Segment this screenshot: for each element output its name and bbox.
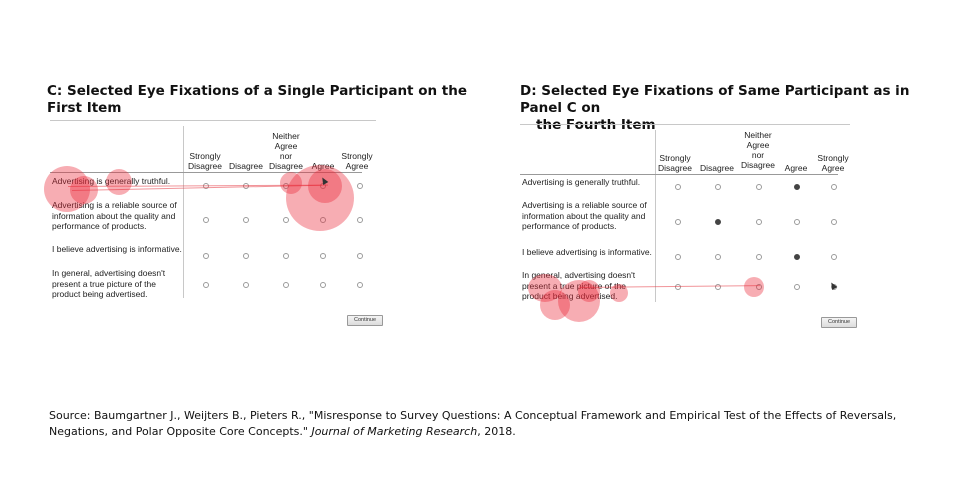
radio-2-1[interactable] xyxy=(203,217,209,223)
eye-fixation xyxy=(744,277,764,297)
radio-1-1[interactable] xyxy=(675,184,681,190)
item-2-text: Advertising is a reliable source of information about the quality and performance of products. xyxy=(522,200,647,231)
panel-d-survey xyxy=(520,124,860,334)
top-rule xyxy=(50,120,376,121)
radio-1-3[interactable] xyxy=(756,184,762,190)
eye-fixation xyxy=(610,284,628,302)
radio-3-4-selected[interactable] xyxy=(794,254,800,260)
radio-3-3[interactable] xyxy=(283,253,289,259)
source-citation xyxy=(49,408,949,440)
citation-journal: Journal of Marketing Research xyxy=(311,425,478,438)
item-4-text: In general, advertising doesn't present a true picture of the product being advertised. xyxy=(52,268,166,299)
item-3-text: I believe advertising is informative. xyxy=(522,247,652,257)
radio-2-3[interactable] xyxy=(756,219,762,225)
panel-c-survey xyxy=(50,120,386,330)
radio-4-1[interactable] xyxy=(675,284,681,290)
item-1-text: Advertising is generally truthful. xyxy=(52,176,171,186)
panel-d-title-line2: the Fourth Item xyxy=(536,117,656,133)
radio-4-1[interactable] xyxy=(203,282,209,288)
radio-3-5[interactable] xyxy=(831,254,837,260)
eye-fixation xyxy=(578,280,600,302)
radio-3-5[interactable] xyxy=(357,253,363,259)
eye-fixation xyxy=(308,169,342,203)
eye-fixation xyxy=(70,176,98,204)
col-head-disagree: Disagree xyxy=(699,163,735,173)
continue-button[interactable]: Continue xyxy=(347,315,383,326)
column-divider xyxy=(655,130,656,302)
col-head-strongly-disagree: Strongly Disagree xyxy=(188,151,223,171)
radio-4-4[interactable] xyxy=(794,284,800,290)
radio-2-4[interactable] xyxy=(794,219,800,225)
col-head-strongly-disagree: Strongly Disagree xyxy=(658,153,693,173)
item-4-text: In general, advertising doesn't present a true picture of the product being advertised. xyxy=(522,270,636,301)
col-head-neither: Neither Agree nor Disagree xyxy=(268,131,304,171)
col-head-neither: Neither Agree nor Disagree xyxy=(740,130,776,170)
radio-2-2[interactable] xyxy=(243,217,249,223)
radio-2-5[interactable] xyxy=(831,219,837,225)
radio-1-5[interactable] xyxy=(357,183,363,189)
radio-3-1[interactable] xyxy=(675,254,681,260)
radio-3-4[interactable] xyxy=(320,253,326,259)
radio-2-2-selected[interactable] xyxy=(715,219,721,225)
item-3-text: I believe advertising is informative. xyxy=(52,244,182,254)
radio-3-2[interactable] xyxy=(243,253,249,259)
radio-1-4-selected[interactable] xyxy=(794,184,800,190)
col-head-agree: Agree xyxy=(311,161,335,171)
radio-3-2[interactable] xyxy=(715,254,721,260)
top-rule xyxy=(520,124,850,125)
radio-4-4[interactable] xyxy=(320,282,326,288)
radio-2-3[interactable] xyxy=(283,217,289,223)
col-head-disagree: Disagree xyxy=(228,161,264,171)
eye-fixation xyxy=(106,169,132,195)
continue-button[interactable]: Continue xyxy=(821,317,857,328)
eye-fixation xyxy=(528,274,562,302)
panel-d-title-line1: D: Selected Eye Fixations of Same Participant as in Panel C on xyxy=(520,83,910,116)
radio-2-1[interactable] xyxy=(675,219,681,225)
panel-c-title: C: Selected Eye Fixations of a Single Participant on the First Item xyxy=(47,83,468,116)
item-2-text: Advertising is a reliable source of information about the quality and performance of products. xyxy=(52,200,177,231)
col-head-strongly-agree: Strongly Agree xyxy=(341,151,373,171)
radio-3-3[interactable] xyxy=(756,254,762,260)
citation-text: Source: Baumgartner J., Weijters B., Pieters R., "Misresponse to Survey Questions: A Conceptual Framework and Empirical Test of the Effects of Reversals, Negations, and Polar Opposite Core Concepts." xyxy=(49,409,897,438)
col-head-agree: Agree xyxy=(784,163,808,173)
citation-year: , 2018. xyxy=(477,425,516,438)
radio-4-5[interactable] xyxy=(357,282,363,288)
radio-1-2[interactable] xyxy=(715,184,721,190)
radio-3-1[interactable] xyxy=(203,253,209,259)
col-head-strongly-agree: Strongly Agree xyxy=(817,153,849,173)
radio-4-3[interactable] xyxy=(283,282,289,288)
radio-4-2[interactable] xyxy=(243,282,249,288)
header-rule xyxy=(520,174,838,175)
radio-1-5[interactable] xyxy=(831,184,837,190)
item-1-text: Advertising is generally truthful. xyxy=(522,177,641,187)
radio-2-5[interactable] xyxy=(357,217,363,223)
